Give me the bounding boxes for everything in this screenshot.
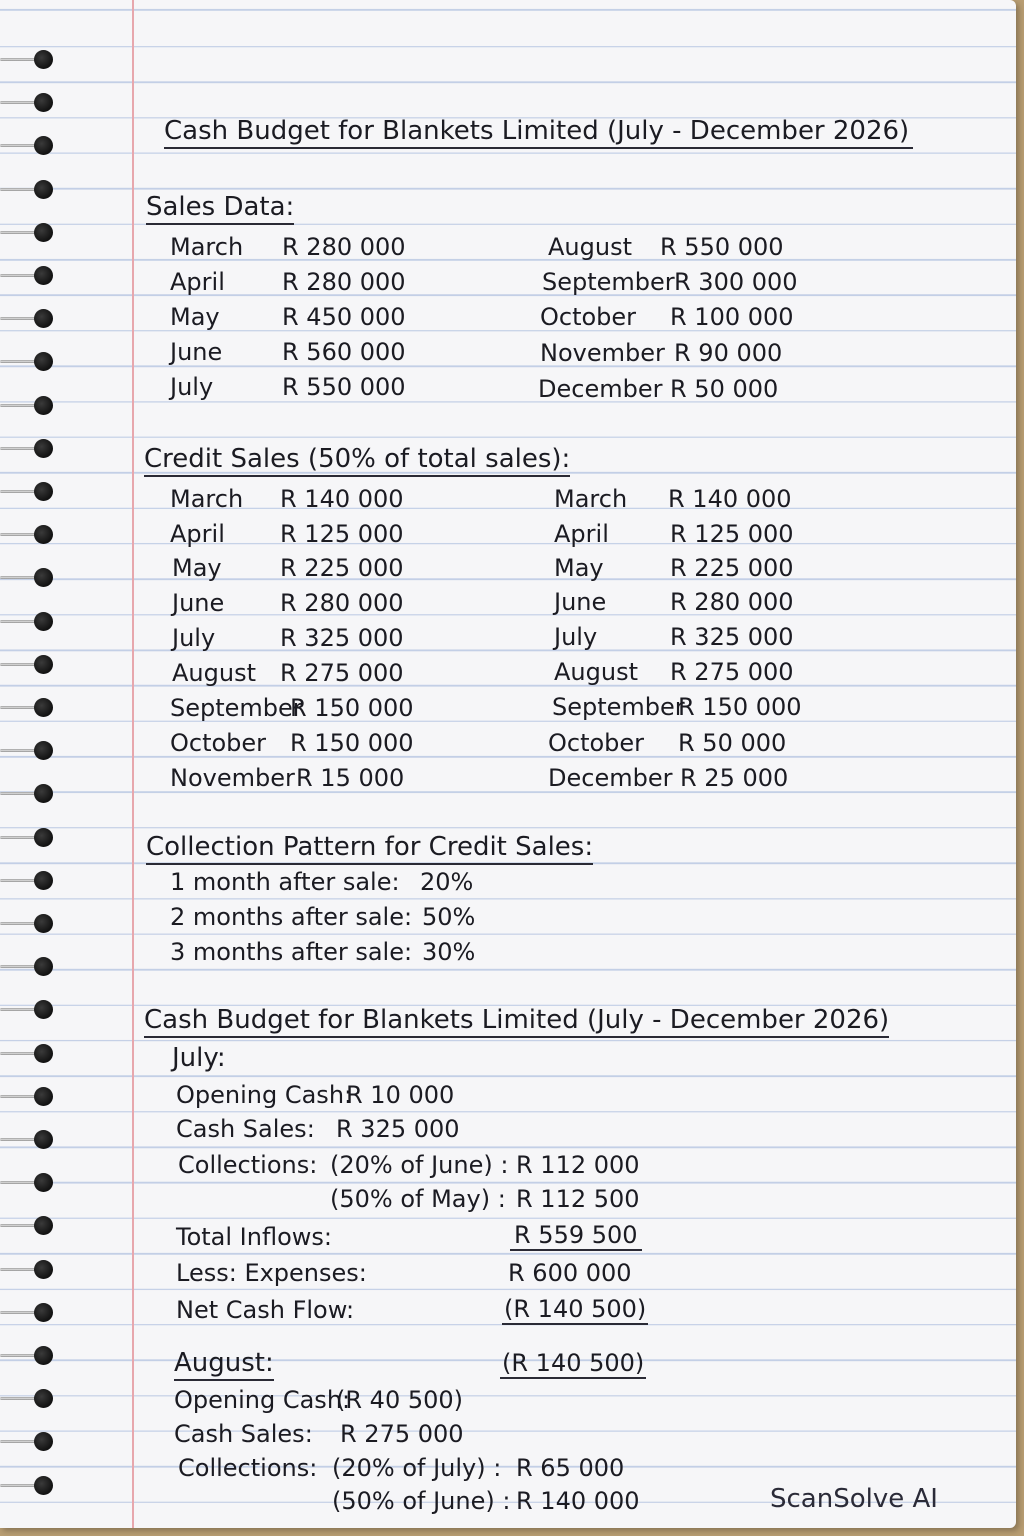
- credit-amount: R 125 000: [280, 520, 404, 548]
- credit-amount: R 280 000: [670, 588, 794, 616]
- spiral-ring: [0, 48, 60, 70]
- credit-amount: R 150 000: [290, 694, 414, 722]
- credit-month: July: [172, 624, 216, 652]
- july-label: July:: [172, 1043, 226, 1073]
- credit-month: May: [172, 554, 222, 582]
- august-carry-value: (R 140 500): [502, 1349, 645, 1377]
- cash-budget-heading: Cash Budget for Blankets Limited (July - December 2026): [144, 1005, 889, 1038]
- spiral-ring: [0, 826, 60, 848]
- july-net-value: (R 140 500): [504, 1295, 647, 1323]
- collection-pct: 30%: [422, 938, 476, 966]
- spiral-ring: [0, 1214, 60, 1236]
- sales-amount: R 450 000: [282, 303, 406, 331]
- august-collection-value: R 140 000: [516, 1487, 640, 1515]
- spiral-ring: [0, 782, 60, 804]
- sales-amount: R 550 000: [282, 373, 406, 401]
- spiral-ring: [0, 264, 60, 286]
- spiral-ring: [0, 394, 60, 416]
- collection-period: 2 months after sale:: [170, 903, 413, 931]
- august-collection-value: R 65 000: [516, 1454, 625, 1482]
- july-collection-desc: (50% of May) :: [330, 1185, 506, 1213]
- august-collections-label: Collections:: [178, 1454, 318, 1482]
- credit-month: March: [170, 485, 244, 513]
- collection-period: 1 month after sale:: [170, 868, 400, 896]
- credit-amount: R 275 000: [670, 658, 794, 686]
- credit-month: June: [554, 588, 607, 616]
- credit-amount: R 140 000: [280, 485, 404, 513]
- spiral-ring: [0, 1085, 60, 1107]
- august-collection-desc: (20% of July) :: [332, 1454, 502, 1482]
- collection-pct: 50%: [422, 903, 476, 931]
- credit-amount: R 325 000: [670, 623, 794, 651]
- spiral-ring: [0, 307, 60, 329]
- spiral-ring: [0, 523, 60, 545]
- sales-amount: R 90 000: [674, 339, 783, 367]
- spiral-ring: [0, 350, 60, 372]
- sales-month: March: [170, 233, 244, 261]
- july-opening-label: Opening Cash:: [176, 1081, 353, 1109]
- spiral-ring: [0, 566, 60, 588]
- sales-month: September: [542, 268, 675, 296]
- spiral-ring: [0, 91, 60, 113]
- sales-amount: R 280 000: [282, 233, 406, 261]
- credit-month: November: [170, 764, 295, 792]
- spiral-ring: [0, 178, 60, 200]
- credit-amount: R 25 000: [680, 764, 789, 792]
- sales-month: July: [170, 373, 214, 401]
- july-total-inflows-label: Total Inflows:: [176, 1223, 332, 1251]
- sales-month: May: [170, 303, 220, 331]
- august-cash-sales-value: R 275 000: [340, 1420, 464, 1448]
- credit-month: October: [170, 729, 267, 757]
- july-expenses-value: R 600 000: [508, 1259, 632, 1287]
- spiral-ring: [0, 1387, 60, 1409]
- july-total-inflows-value: R 559 500: [510, 1221, 642, 1251]
- margin-line: [132, 0, 134, 1528]
- spiral-ring: [0, 739, 60, 761]
- spiral-ring: [0, 869, 60, 891]
- credit-amount: R 50 000: [678, 729, 787, 757]
- page-title: Cash Budget for Blankets Limited (July - December 2026): [164, 116, 913, 149]
- july-cash-sales-label: Cash Sales:: [176, 1115, 315, 1143]
- credit-month: August: [172, 659, 256, 687]
- credit-month: June: [172, 589, 225, 617]
- credit-month: July: [554, 623, 598, 651]
- sales-month: April: [170, 268, 225, 296]
- spiral-ring: [0, 1474, 60, 1496]
- sales-amount: R 300 000: [674, 268, 798, 296]
- credit-amount: R 225 000: [670, 554, 794, 582]
- sales-month: June: [170, 338, 223, 366]
- spiral-ring: [0, 1258, 60, 1280]
- july-collection-value: R 112 500: [516, 1185, 640, 1213]
- spiral-ring: [0, 912, 60, 934]
- july-collection-value: R 112 000: [516, 1151, 640, 1179]
- spiral-ring: [0, 1128, 60, 1150]
- collection-pattern-heading: Collection Pattern for Credit Sales:: [146, 832, 593, 865]
- collection-pct: 20%: [420, 868, 474, 896]
- spiral-ring: [0, 998, 60, 1020]
- spiral-ring: [0, 653, 60, 675]
- sales-amount: R 100 000: [670, 303, 794, 331]
- sales-month: October: [540, 303, 637, 331]
- sales-amount: R 560 000: [282, 338, 406, 366]
- credit-month: April: [554, 520, 609, 548]
- sales-month: November: [540, 339, 665, 367]
- credit-month: September: [170, 694, 303, 722]
- credit-amount: R 125 000: [670, 520, 794, 548]
- spiral-ring: [0, 1171, 60, 1193]
- credit-amount: R 275 000: [280, 659, 404, 687]
- sales-amount: R 280 000: [282, 268, 406, 296]
- spiral-ring: [0, 134, 60, 156]
- august-cash-sales-label: Cash Sales:: [174, 1420, 313, 1448]
- spiral-ring: [0, 480, 60, 502]
- august-opening-value: (R 40 500): [336, 1386, 464, 1414]
- credit-month: October: [548, 729, 645, 757]
- july-collections-label: Collections:: [178, 1151, 318, 1179]
- spiral-ring: [0, 1344, 60, 1366]
- spiral-ring: [0, 696, 60, 718]
- august-opening-label: Opening Cash:: [174, 1386, 351, 1414]
- july-net-label: Net Cash Flow:: [176, 1296, 355, 1324]
- credit-amount: R 280 000: [280, 589, 404, 617]
- spiral-ring: [0, 1301, 60, 1323]
- july-collection-desc: (20% of June) :: [330, 1151, 509, 1179]
- credit-month: March: [554, 485, 628, 513]
- spiral-ring: [0, 221, 60, 243]
- spiral-ring: [0, 610, 60, 632]
- spiral-ring: [0, 1430, 60, 1452]
- credit-amount: R 140 000: [668, 485, 792, 513]
- credit-amount: R 325 000: [280, 624, 404, 652]
- credit-amount: R 150 000: [290, 729, 414, 757]
- credit-month: April: [170, 520, 225, 548]
- sales-month: December: [538, 375, 663, 403]
- sales-amount: R 50 000: [670, 375, 779, 403]
- spiral-ring: [0, 1042, 60, 1064]
- credit-month: December: [548, 764, 673, 792]
- credit-amount: R 150 000: [678, 693, 802, 721]
- august-label: August:: [174, 1348, 274, 1381]
- sales-amount: R 550 000: [660, 233, 784, 261]
- credit-sales-heading: Credit Sales (50% of total sales):: [144, 444, 570, 477]
- credit-month: August: [554, 658, 638, 686]
- credit-month: May: [554, 554, 604, 582]
- july-cash-sales-value: R 325 000: [336, 1115, 460, 1143]
- july-opening-value: R 10 000: [346, 1081, 455, 1109]
- credit-amount: R 225 000: [280, 554, 404, 582]
- spiral-ring: [0, 955, 60, 977]
- august-collection-desc: (50% of June) :: [332, 1487, 511, 1515]
- credit-amount: R 15 000: [296, 764, 405, 792]
- collection-period: 3 months after sale:: [170, 938, 413, 966]
- july-expenses-label: Less: Expenses:: [176, 1259, 367, 1287]
- credit-month: September: [552, 693, 685, 721]
- sales-month: August: [548, 233, 632, 261]
- sales-data-heading: Sales Data:: [146, 192, 294, 225]
- spiral-ring: [0, 437, 60, 459]
- spiral-binding: [0, 0, 70, 1528]
- scansolve-watermark: ScanSolve AI: [770, 1484, 938, 1514]
